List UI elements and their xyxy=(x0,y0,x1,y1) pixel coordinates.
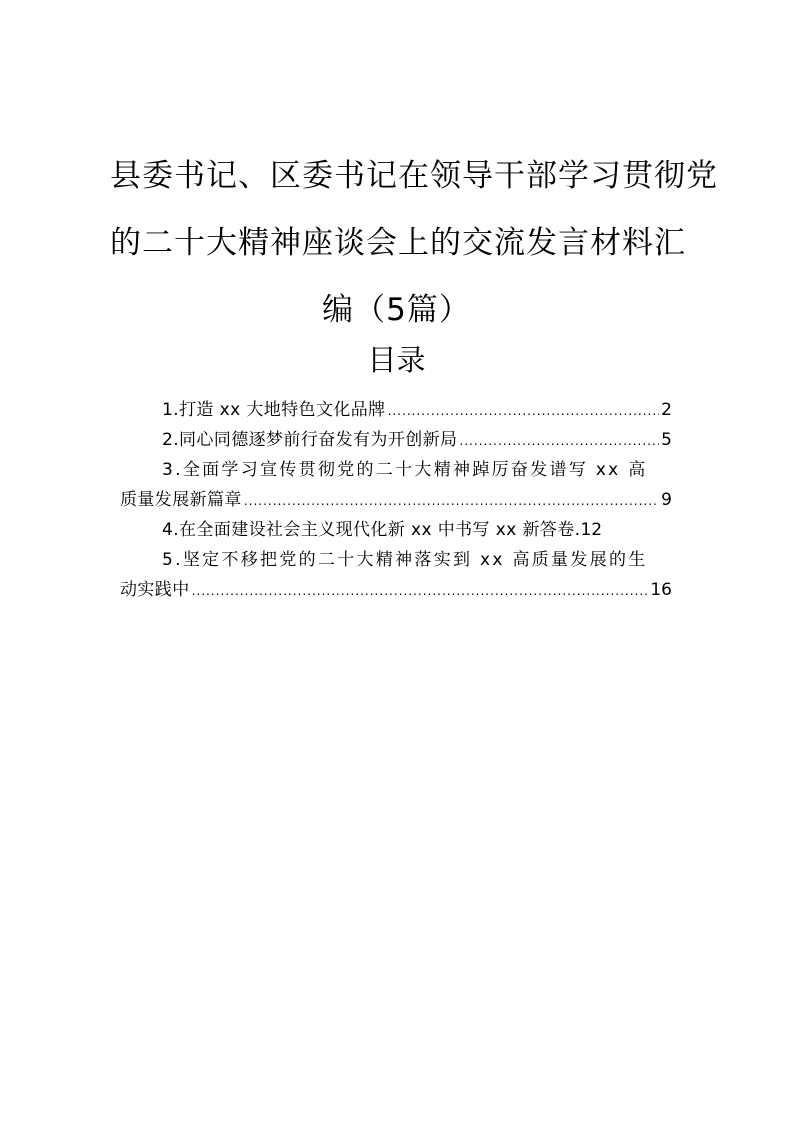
toc-entry-1[interactable] xyxy=(120,395,672,425)
toc-entry-title-continued[interactable]: 质量发展新篇章 xyxy=(120,490,242,510)
toc-leader-dots xyxy=(459,426,659,455)
document-title xyxy=(110,143,718,344)
toc-leader-dots xyxy=(192,576,649,605)
toc-page-number[interactable]: 12 xyxy=(580,520,603,540)
toc-page-number[interactable]: 16 xyxy=(650,580,672,600)
toc-entry-title[interactable]: 5.坚定不移把党的二十大精神落实到 xx 高质量发展的生 xyxy=(162,550,648,570)
toc-leader-dots xyxy=(388,396,660,425)
toc-page-number[interactable]: 2 xyxy=(661,400,672,420)
toc-entry-title-continued[interactable]: 动实践中 xyxy=(120,580,190,600)
toc-entry-4[interactable] xyxy=(120,515,672,545)
toc-entry-title[interactable]: 1.打造 xx 大地特色文化品牌 xyxy=(162,400,386,420)
toc-entry-3[interactable] xyxy=(120,455,672,515)
toc-page-number[interactable]: 5 xyxy=(661,430,672,450)
toc-heading: 目录 xyxy=(367,343,426,377)
toc-entry-title[interactable]: 2.同心同德逐梦前行奋发有为开创新局 xyxy=(162,430,458,450)
title-line-1: 县委书记、区委书记在领导干部学习贯彻党 xyxy=(110,158,718,194)
toc-page-number[interactable]: 9 xyxy=(661,490,672,510)
toc-entry-2[interactable] xyxy=(120,425,672,455)
title-line-3: 编（5篇） xyxy=(322,292,471,328)
table-of-contents xyxy=(120,395,672,605)
toc-entry-title[interactable]: 4.在全面建设社会主义现代化新 xx 中书写 xx 新答卷. xyxy=(162,520,581,540)
title-line-2: 的二十大精神座谈会上的交流发言材料汇 xyxy=(110,225,686,261)
toc-entry-title[interactable]: 3.全面学习宣传贯彻党的二十大精神踔厉奋发谱写 xx 高 xyxy=(162,460,648,480)
toc-leader-dots xyxy=(244,486,659,515)
toc-entry-5[interactable] xyxy=(120,545,672,605)
